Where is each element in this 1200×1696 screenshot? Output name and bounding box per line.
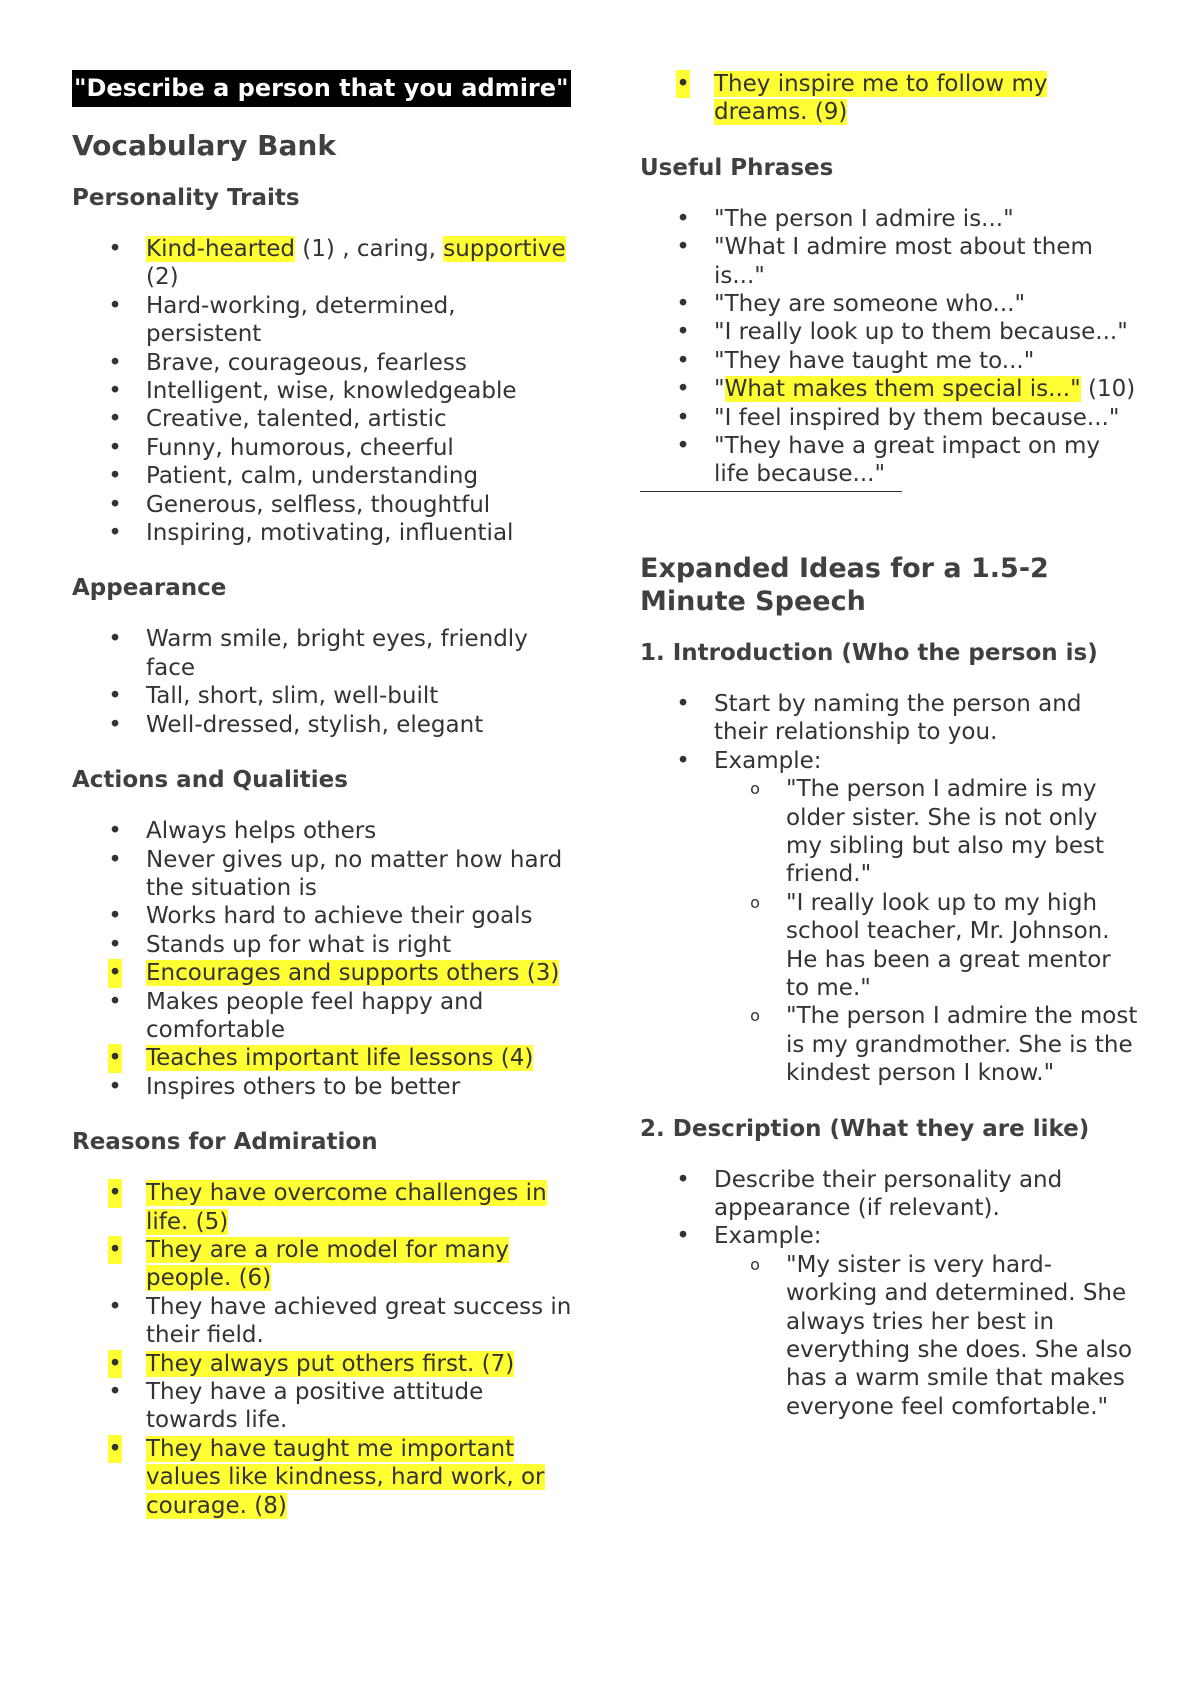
list-item (72, 1179, 577, 1236)
example-item: o "My sister is very hard-working and determined. She always tries her best in everything she does. She also has a warm smile that makes everyone feel comfortable." (640, 1251, 1140, 1421)
list-item (72, 1378, 577, 1435)
list-item-text: Brave, courageous, fearless (146, 349, 467, 376)
bullet-icon: • (108, 292, 122, 319)
list-item (72, 1236, 577, 1293)
list-item (640, 233, 1140, 290)
bullet-icon: • (108, 711, 122, 738)
list-item-text: (2) (146, 264, 179, 291)
list-item-text: Teaches important life lessons (4) (146, 1045, 534, 1072)
circle-bullet-icon: o (750, 1254, 760, 1274)
list-item: • Example: (676, 1223, 822, 1250)
list-item (640, 347, 1140, 375)
bullet-icon: • (676, 1223, 690, 1250)
appearance-heading: Appearance (72, 575, 227, 602)
circle-bullet-icon: o (750, 1006, 760, 1026)
list-item-text: "I really look up to them because..." (714, 319, 1128, 346)
list-item-text: Encourages and supports others (3) (146, 960, 560, 987)
list-item (72, 434, 577, 462)
list-item (640, 205, 1140, 233)
bullet-icon: • (108, 463, 122, 490)
list-item: • Start by naming the person and their relationship to you. (676, 690, 1082, 746)
list-item (72, 959, 577, 987)
reasons-admiration-list (72, 1179, 577, 1520)
list-item (640, 432, 1140, 489)
actions-qualities-list (72, 817, 577, 1101)
bullet-icon: • (108, 1350, 122, 1377)
bullet-icon: • (108, 1435, 122, 1462)
bullet-icon: • (108, 434, 122, 461)
list-item-text: Works hard to achieve their goals (146, 903, 533, 930)
bullet-icon: • (108, 491, 122, 518)
list-item-text: " (714, 376, 725, 403)
actions-qualities-heading: Actions and Qualities (72, 767, 348, 794)
bullet-icon: • (108, 903, 122, 930)
list-item-text: They are a role model for many people. (6) (146, 1236, 510, 1292)
list-item-text: "The person I admire is..." (714, 205, 1014, 232)
bullet-icon: • (676, 747, 690, 774)
list-item (72, 377, 577, 405)
circle-bullet-icon: o (750, 892, 760, 912)
right-column (640, 70, 1140, 1421)
list-item (640, 404, 1140, 432)
list-item (72, 1435, 577, 1520)
list-item (72, 491, 577, 519)
introduction-list (640, 690, 1140, 1088)
bullet-icon: • (108, 818, 122, 845)
list-item-text: supportive (443, 236, 566, 262)
bullet-icon: • (108, 349, 122, 376)
list-item-text: (10) (1080, 376, 1136, 403)
list-item (72, 682, 577, 710)
list-item-text: Warm smile, bright eyes, friendly face (146, 626, 528, 681)
list-item-text: Hard-working, determined, persistent (146, 292, 456, 348)
bullet-icon: • (676, 347, 690, 374)
list-item (72, 519, 577, 547)
bullet-icon: • (676, 205, 690, 232)
list-item-text: Makes people feel happy and comfortable (146, 988, 484, 1043)
example-item: o "The person I admire the most is my grandmother. She is the kindest person I know." (640, 1002, 1140, 1087)
list-item-text: Intelligent, wise, knowledgeable (146, 378, 517, 405)
bullet-icon: • (108, 846, 122, 873)
bullet-icon: • (676, 1166, 690, 1193)
list-item-text: "They are someone who..." (714, 291, 1026, 318)
left-column (72, 70, 577, 1520)
list-item (72, 711, 577, 739)
section-divider (640, 491, 902, 492)
list-item (72, 1044, 577, 1072)
list-item-text: "I feel inspired by them because..." (714, 404, 1120, 431)
list-item-text: Inspires others to be better (146, 1073, 461, 1100)
example-item: o "I really look up to my high school teacher, Mr. Johnson. He has been a great mentor to me." (640, 889, 1140, 1003)
list-item (72, 1293, 577, 1350)
list-item (72, 462, 577, 490)
bullet-icon: • (676, 291, 690, 318)
list-item-text: (1) , caring, (295, 236, 444, 262)
list-item (72, 1073, 577, 1101)
bullet-icon: • (676, 690, 690, 717)
list-item (72, 817, 577, 845)
expanded-ideas-heading: Expanded Ideas for a 1.5-2 Minute Speech (640, 552, 1049, 617)
list-item-text: Tall, short, slim, well-built (146, 683, 439, 710)
list-item (640, 318, 1140, 346)
list-item-text: What makes them special is..." (724, 376, 1081, 403)
list-item (72, 349, 577, 377)
list-item-text: They have a positive attitude towards life. (146, 1379, 484, 1434)
bullet-icon: • (108, 931, 122, 958)
list-item-text: "They have taught me to..." (714, 347, 1035, 374)
bullet-icon: • (108, 960, 122, 987)
list-item-text: Inspiring, motivating, influential (146, 520, 514, 547)
bullet-icon: • (108, 1236, 122, 1263)
list-item (72, 292, 577, 349)
list-item: • Describe their personality and appearance (if relevant). (676, 1166, 1063, 1221)
bullet-icon: • (108, 1073, 122, 1100)
useful-phrases-list (640, 205, 1140, 489)
bullet-icon: • (108, 1293, 122, 1320)
list-item (640, 290, 1140, 318)
list-item-text: Kind-hearted (146, 236, 295, 262)
list-item-text: "They have a great impact on my life because..." (714, 433, 1100, 488)
list-item-text: Well-dressed, stylish, elegant (146, 711, 484, 738)
list-item-text: They inspire me to follow my dreams. (9) (714, 71, 1048, 126)
list-item (72, 1350, 577, 1378)
bullet-icon: • (676, 433, 690, 460)
list-item-text: They always put others first. (7) (146, 1350, 515, 1377)
list-item-text: Creative, talented, artistic (146, 406, 447, 433)
bullet-icon: • (108, 1180, 122, 1207)
bullet-icon: • (108, 378, 122, 405)
list-item (72, 625, 577, 682)
reasons-admiration-heading: Reasons for Admiration (72, 1129, 378, 1156)
bullet-icon: • (676, 71, 690, 97)
list-item (640, 70, 1140, 127)
example-item: o "The person I admire is my older sister. She is not only my sibling but also my best friend." (640, 775, 1140, 889)
bullet-icon: • (676, 234, 690, 261)
introduction-heading: 1. Introduction (Who the person is) (640, 639, 1098, 666)
list-item (72, 846, 577, 903)
list-item-text: Generous, selfless, thoughtful (146, 491, 491, 518)
useful-phrases-heading: Useful Phrases (640, 154, 834, 181)
reasons-admiration-list-continued (640, 70, 1140, 127)
description-heading: 2. Description (What they are like) (640, 1115, 1090, 1142)
list-item-text: Patient, calm, understanding (146, 463, 479, 490)
document-title: "Describe a person that you admire" (72, 70, 571, 107)
list-item (72, 235, 577, 292)
list-item (72, 405, 577, 433)
description-list (640, 1166, 1140, 1422)
list-item (72, 931, 577, 959)
list-item-text: Always helps others (146, 818, 377, 845)
bullet-icon: • (108, 626, 122, 653)
bullet-icon: • (108, 1379, 122, 1405)
list-item (72, 988, 577, 1045)
list-item: • Example: (676, 747, 822, 774)
list-item-text: They have achieved great success in their field. (146, 1293, 572, 1349)
bullet-icon: • (108, 520, 122, 547)
bullet-icon: • (108, 683, 122, 710)
list-item-text: Funny, humorous, cheerful (146, 434, 454, 461)
list-item-text: They have taught me important values like kindness, hard work, or courage. (8) (146, 1435, 545, 1519)
list-item-text: Stands up for what is right (146, 931, 452, 958)
list-item-text: Never gives up, no matter how hard the situation is (146, 846, 563, 901)
bullet-icon: • (108, 236, 122, 262)
circle-bullet-icon: o (750, 779, 760, 799)
appearance-list (72, 625, 577, 739)
bullet-icon: • (676, 319, 690, 346)
list-item-text: "What I admire most about them is..." (714, 234, 1093, 289)
list-item (640, 375, 1140, 403)
bullet-icon: • (676, 376, 690, 403)
bullet-icon: • (108, 988, 122, 1015)
personality-traits-heading: Personality Traits (72, 185, 300, 211)
bullet-icon: • (108, 406, 122, 433)
vocabulary-bank-heading: Vocabulary Bank (72, 129, 336, 162)
personality-traits-list (72, 235, 577, 547)
bullet-icon: • (676, 404, 690, 431)
list-item (72, 902, 577, 930)
bullet-icon: • (108, 1045, 122, 1072)
list-item-text: They have overcome challenges in life. (5) (146, 1180, 547, 1235)
